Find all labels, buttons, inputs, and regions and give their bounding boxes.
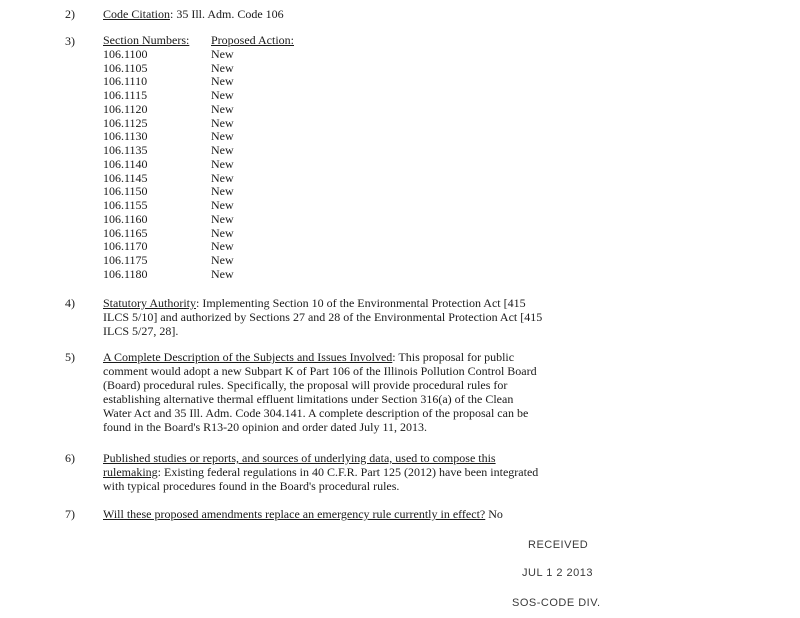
section-number: 106.1165: [103, 225, 148, 240]
section-number: 106.1155: [103, 198, 148, 212]
item-label: Published studies or reports, and sources of underlying data, used to compose this rulemaking: [103, 451, 496, 479]
proposed-action: New: [211, 60, 234, 75]
item-body: [103, 296, 543, 338]
table-row: [103, 172, 311, 186]
proposed-action: New: [211, 156, 234, 171]
table-row: [103, 268, 311, 282]
section-number: 106.1105: [103, 60, 148, 75]
section-number: 106.1180: [103, 266, 148, 281]
table-row: [103, 240, 311, 254]
proposed-action: New: [211, 253, 234, 267]
table-row: [103, 227, 311, 241]
table-row: [103, 62, 311, 76]
item-number: 2): [65, 7, 75, 21]
proposed-action: New: [211, 211, 234, 226]
proposed-action: New: [211, 266, 234, 281]
section-number: 106.1125: [103, 115, 148, 130]
table-row: [103, 185, 311, 199]
section-number: 106.1150: [103, 184, 148, 199]
proposed-action: New: [211, 115, 234, 130]
table-row: [103, 254, 311, 268]
section-number: 106.1120: [103, 101, 148, 116]
item-number: 3): [65, 34, 75, 48]
item-label: Code Citation: [103, 7, 170, 21]
column-header-section: Section Numbers:: [103, 33, 190, 47]
table-row: [103, 75, 311, 89]
stamp-division: SOS-CODE DIV.: [512, 597, 601, 609]
proposed-action: New: [211, 198, 234, 212]
item-text: No: [485, 507, 503, 521]
table-row: [103, 89, 311, 103]
item-label: A Complete Description of the Subjects and Issues Involved: [103, 350, 393, 364]
proposed-action: New: [211, 46, 234, 61]
proposed-action: New: [211, 74, 234, 89]
section-number: 106.1110: [103, 74, 148, 89]
item-body: [103, 507, 543, 521]
table-row: [103, 103, 311, 117]
proposed-action: New: [211, 129, 234, 144]
item-text: : 35 Ill. Adm. Code 106: [170, 7, 284, 21]
item-text: : Existing federal regulations in 40 C.F.R. Part 125 (2012) have been integrated with typical procedures found in the Board's procedural rules.: [103, 465, 539, 493]
table-row: [103, 48, 311, 62]
item-text: : Implementing Section 10 of the Environmental Protection Act [415 ILCS 5/10] and authorized by Sections 27 and 28 of the Environmental Protection Act [415 ILCS 5/27, 28].: [103, 296, 543, 338]
section-number: 106.1130: [103, 129, 148, 144]
section-number: 106.1140: [103, 156, 148, 171]
item-body: [103, 451, 543, 493]
proposed-action: New: [211, 88, 234, 102]
proposed-action: New: [211, 143, 234, 157]
column-header-action: Proposed Action:: [211, 33, 294, 47]
proposed-action: New: [211, 225, 234, 240]
item-number: 7): [65, 507, 75, 521]
table-row: [103, 144, 311, 158]
item-body: [103, 7, 543, 21]
stamp-received: RECEIVED: [528, 539, 589, 551]
table-row: [103, 117, 311, 131]
section-number: 106.1145: [103, 170, 148, 185]
proposed-action: New: [211, 170, 234, 185]
item-number: 4): [65, 296, 75, 310]
section-number: 106.1170: [103, 239, 148, 254]
table-row: [103, 130, 311, 144]
item-label: Will these proposed amendments replace an emergency rule currently in effect?: [103, 507, 486, 521]
item-number: 5): [65, 350, 75, 364]
proposed-action: New: [211, 101, 234, 116]
table-header: [103, 34, 311, 48]
section-number: 106.1175: [103, 253, 148, 267]
section-number: 106.1115: [103, 88, 148, 102]
table-row: [103, 213, 311, 227]
table-row: [103, 158, 311, 172]
section-number: 106.1160: [103, 211, 148, 226]
item-body: [103, 350, 543, 434]
section-number: 106.1100: [103, 46, 148, 61]
stamp-date: JUL 1 2 2013: [522, 567, 594, 579]
item-text: : This proposal for public comment would adopt a new Subpart K of Part 106 of the Illinois Pollution Control Board (Board) procedural rules. Specifically, the proposal will provide procedural rules for establishing alternative thermal effluent limitations under Section 316(a) of the Clean Water Act and 35 Ill. Adm. Code 304.141. A complete description of the proposal can be found in the Board's R13-20 opinion and order dated July 11, 2013.: [103, 350, 537, 434]
table-row: [103, 199, 311, 213]
proposed-action: New: [211, 239, 234, 254]
item-label: Statutory Authority: [103, 296, 196, 310]
section-number: 106.1135: [103, 143, 148, 157]
proposed-action: New: [211, 184, 234, 199]
item-number: 6): [65, 451, 75, 465]
section-table: [103, 34, 311, 282]
